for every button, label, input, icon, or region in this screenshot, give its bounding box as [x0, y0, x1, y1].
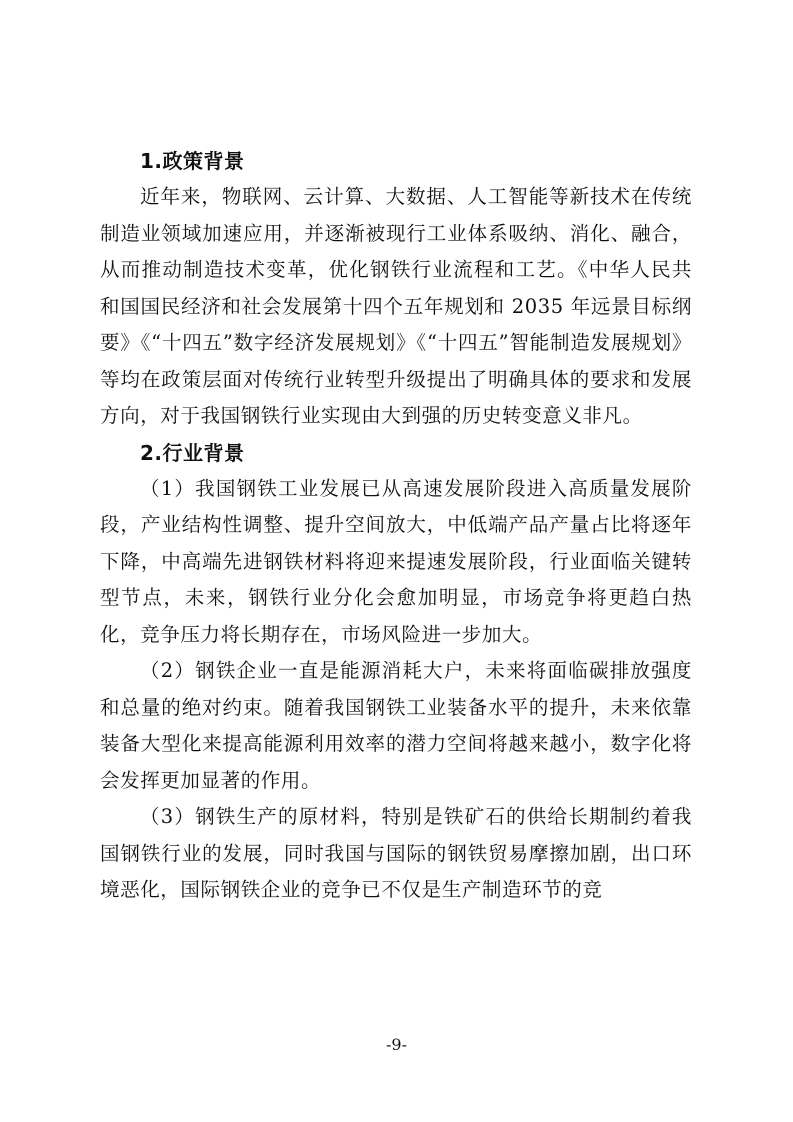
page-content [100, 143, 692, 909]
section-heading-industry-background: 2.行业背景 [140, 440, 245, 465]
paragraph-industry-point-3: （3）钢铁生产的原材料，特别是铁矿石的供给长期制约着我国钢铁行业的发展，同时我国与国际的钢铁贸易摩擦加剧，出口环境恶化，国际钢铁企业的竞争已不仅是生产制造环节的竞 [100, 805, 692, 901]
paragraph-industry-point-1: （1）我国钢铁工业发展已从高速发展阶段进入高质量发展阶段，产业结构性调整、提升空间放大，中低端产品产量占比将逐年下降，中高端先进钢铁材料将迎来提速发展阶段，行业面临关键转型节点，未来，钢铁行业分化会愈加明显，市场竞争将更趋白热化，竞争压力将长期存在，市场风险进一步加大。 [100, 476, 692, 646]
section-heading-policy-background: 1.政策背景 [140, 149, 245, 173]
paragraph-policy-background: 近年来，物联网、云计算、大数据、人工智能等新技术在传统制造业领域加速应用，并逐渐被现行工业体系吸纳、消化、融合，从而推动制造技术变革，优化钢铁行业流程和工艺。《中华人民共和国国民经济和社会发展第十四个五年规划和 2035 年远景目标纲要》《“十四五”数字经济发展规划》《“十四五”智能制造发展规划》等均在政策层面对传统行业转型升级提出了明确具体的要求和发展方向，对于我国钢铁行业实现由大到强的历史转变意义非凡。 [100, 185, 692, 427]
page-number: -9- [386, 1035, 407, 1054]
paragraph-industry-point-2: （2）钢铁企业一直是能源消耗大户，未来将面临碳排放强度和总量的绝对约束。随着我国钢铁工业装备水平的提升，未来依靠装备大型化来提高能源利用效率的潜力空间将越来越小，数字化将会发挥更加显著的作用。 [100, 659, 692, 792]
